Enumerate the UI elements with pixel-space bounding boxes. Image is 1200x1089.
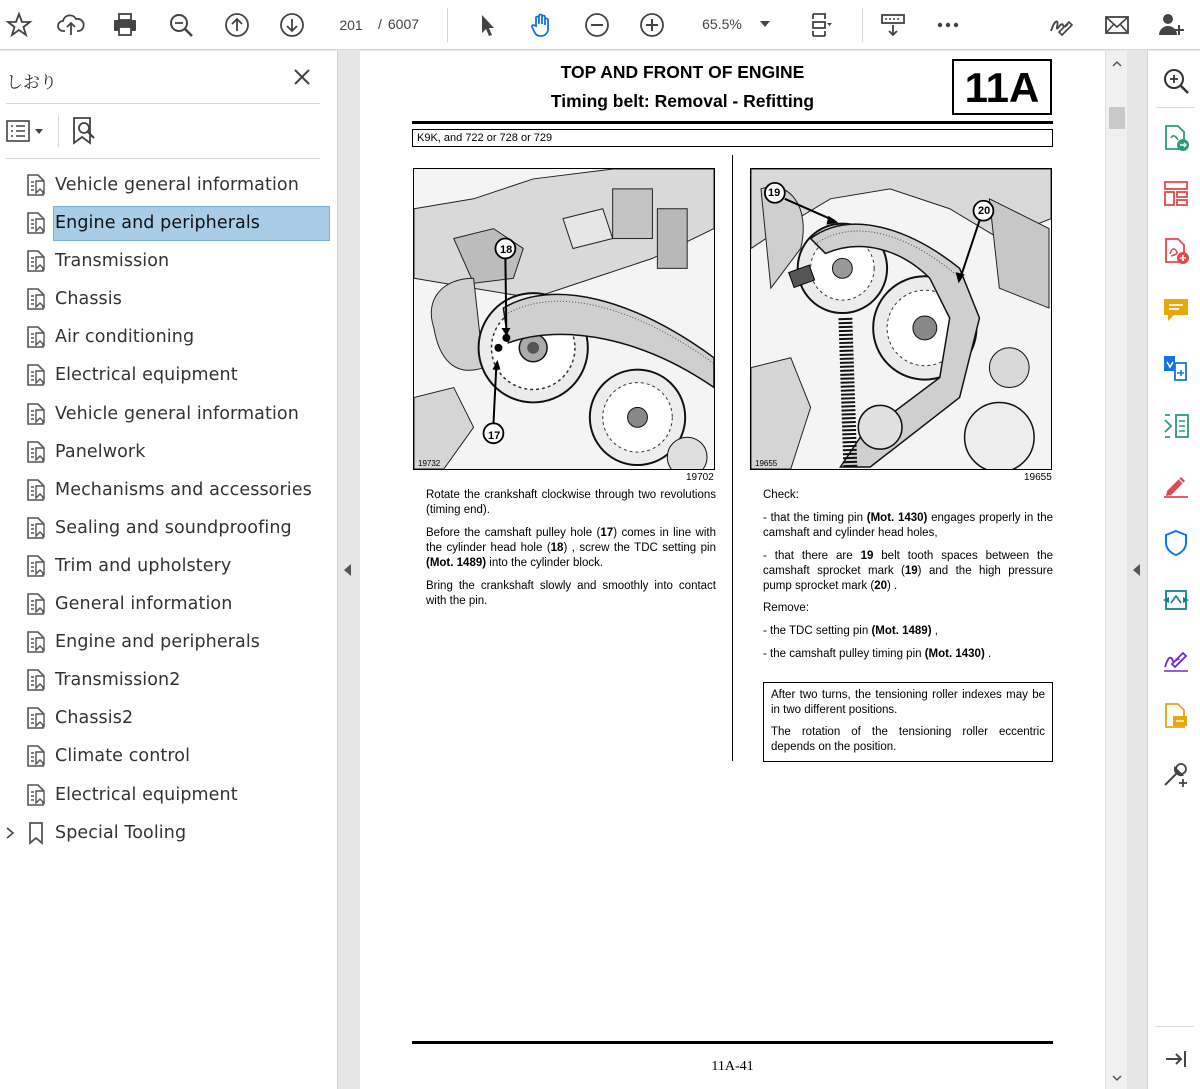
bookmark-item[interactable] <box>0 699 338 737</box>
collapse-left-arrow-icon[interactable] <box>344 564 351 576</box>
text-run-bold: (Mot. 1430) <box>924 648 985 660</box>
scrollbar-thumb[interactable] <box>1109 107 1125 129</box>
bookmark-item[interactable] <box>0 166 338 204</box>
bookmark-item[interactable] <box>0 623 338 661</box>
figure-engine-left <box>413 168 715 470</box>
bookmark-item[interactable] <box>0 433 338 471</box>
add-user-icon[interactable] <box>1154 8 1188 42</box>
panel-divider <box>1156 1026 1194 1027</box>
bookmark-item[interactable] <box>0 776 338 814</box>
bookmark-star-icon[interactable] <box>2 8 36 42</box>
text-run: ) . <box>887 580 898 592</box>
bookmark-page-icon <box>24 783 48 807</box>
collapse-panel-icon[interactable] <box>1161 1044 1191 1074</box>
panel-divider <box>6 103 320 104</box>
tools-panel <box>1147 51 1200 1089</box>
toolbar-divider <box>862 8 863 42</box>
zoom-search-icon[interactable] <box>164 8 198 42</box>
bookmark-page-icon <box>24 211 48 235</box>
panel-divider <box>6 158 320 159</box>
zoom-out-icon[interactable] <box>580 8 614 42</box>
bookmark-page-icon <box>24 173 48 197</box>
bookmark-page-icon <box>24 630 48 654</box>
text-run: ) and the high pressure pump sprocket mark ( <box>763 565 1053 592</box>
figure-inner-number: 19655 <box>755 459 778 468</box>
paragraph: Check: <box>763 489 799 501</box>
bookmark-item[interactable] <box>0 737 338 775</box>
header-rule <box>412 121 1053 124</box>
bookmark-page-icon <box>24 402 48 426</box>
panel-title: しおり <box>6 73 57 93</box>
chevron-down-icon <box>760 21 770 27</box>
comment-icon[interactable] <box>1161 295 1191 325</box>
panel-divider <box>1156 107 1194 108</box>
fit-page-icon[interactable] <box>804 8 838 42</box>
bookmark-label: Trim and upholstery <box>55 555 232 576</box>
panel-divider <box>58 115 59 147</box>
bookmark-page-icon <box>24 363 48 387</box>
column-divider <box>732 155 733 761</box>
text-run: - the camshaft pulley timing pin <box>763 648 925 660</box>
bookmark-item[interactable] <box>0 280 338 318</box>
bookmark-item[interactable] <box>0 356 338 394</box>
main-toolbar <box>0 0 1200 50</box>
list-item <box>763 511 1053 541</box>
paragraph <box>426 526 716 571</box>
pdf-page <box>360 51 1105 1089</box>
bookmark-label: Vehicle general information <box>55 175 299 195</box>
text-run: ) comes in line with the cylinder head hole ( <box>426 527 716 554</box>
footer-rule <box>412 1041 1053 1044</box>
organize-pages-icon[interactable] <box>1161 179 1191 209</box>
paragraph: Bring the crankshaft slowly and smoothly into contact with the pin. <box>426 580 716 607</box>
text-run-bold: (Mot. 1489) <box>426 557 487 569</box>
zoom-select[interactable] <box>692 10 782 38</box>
expand-panel-arrow-icon[interactable] <box>1133 564 1140 576</box>
find-bookmark-icon[interactable] <box>68 115 100 147</box>
text-run: engages properly in the camshaft and cylinder head holes, <box>763 512 1053 539</box>
bookmark-item[interactable] <box>0 661 338 699</box>
chevron-right-icon[interactable] <box>4 826 16 840</box>
text-run-bold: 17 <box>600 527 614 539</box>
text-run-bold: (Mot. 1489) <box>871 625 932 637</box>
bookmark-page-icon <box>24 554 48 578</box>
upload-icon[interactable] <box>54 8 88 42</box>
fill-sign-icon[interactable] <box>1161 469 1191 499</box>
zoom-in-icon[interactable] <box>635 8 669 42</box>
page-subheading: Timing belt: Removal - Refitting <box>550 91 815 111</box>
bookmarks-panel <box>0 51 338 1089</box>
page-navigator <box>330 10 430 38</box>
bookmark-ribbon-icon <box>24 821 48 845</box>
note-text: The rotation of the tensioning roller eccentric depends on the position. <box>771 726 1045 753</box>
figure-outer-number: 19702 <box>686 472 714 483</box>
create-pdf-icon[interactable] <box>1161 236 1191 266</box>
callout-label: 18 <box>500 244 513 256</box>
edit-pen-icon[interactable] <box>1161 643 1191 673</box>
send-review-icon[interactable] <box>1161 585 1191 615</box>
bookmark-label: Air conditioning <box>55 327 195 348</box>
scroll-up-icon[interactable] <box>1111 57 1123 69</box>
close-icon[interactable] <box>290 65 314 89</box>
zoom-value: 65.5% <box>702 16 742 32</box>
bookmark-label: Transmission <box>55 251 170 272</box>
bookmark-item[interactable] <box>0 547 338 585</box>
current-page-input[interactable]: 201 <box>339 17 363 33</box>
bookmark-item[interactable] <box>0 395 338 433</box>
convert-pdf-icon[interactable] <box>1161 353 1191 383</box>
bookmark-label: Sealing and soundproofing <box>55 517 292 538</box>
text-run-bold: 20 <box>874 580 887 592</box>
callout-label: 19 <box>768 187 781 199</box>
text-run-bold: (Mot. 1430) <box>866 512 928 524</box>
paragraph: Remove: <box>763 602 810 614</box>
bookmark-page-icon <box>24 516 48 540</box>
page-heading: TOP AND FRONT OF ENGINE <box>560 62 805 82</box>
bookmark-item[interactable] <box>0 471 338 509</box>
protect-icon[interactable] <box>1161 528 1191 558</box>
figure-inner-number: 19732 <box>418 459 441 468</box>
text-run: - that there are <box>763 550 861 562</box>
select-arrow-icon[interactable] <box>470 8 504 42</box>
scroll-mode-icon[interactable] <box>876 8 910 42</box>
zoom-search-icon[interactable] <box>1161 66 1191 96</box>
section-code: 11A <box>952 59 1052 115</box>
list-options-icon <box>6 117 50 147</box>
hand-icon[interactable] <box>525 8 559 42</box>
bookmark-page-icon <box>24 592 48 616</box>
bookmark-label: Climate control <box>55 746 191 767</box>
bookmark-item[interactable] <box>0 585 338 623</box>
left-panel-splitter[interactable] <box>338 51 360 1089</box>
bookmark-label: Chassis2 <box>55 708 134 729</box>
bookmark-label: Electrical equipment <box>55 784 238 805</box>
bookmark-item[interactable] <box>0 242 338 280</box>
text-run: Before the camshaft pulley hole ( <box>426 527 601 539</box>
text-run: ) , screw the TDC setting pin <box>563 542 716 554</box>
bookmark-page-icon <box>24 706 48 730</box>
text-run: - that the timing pin <box>763 512 867 524</box>
bookmark-item[interactable] <box>0 509 338 547</box>
bookmark-label: Transmission2 <box>55 670 181 691</box>
file-export-icon[interactable] <box>1161 701 1191 731</box>
email-icon[interactable] <box>1100 8 1134 42</box>
text-run: , <box>931 625 938 637</box>
bookmark-label: Mechanisms and accessories <box>55 479 312 500</box>
bookmark-item-expandable[interactable] <box>0 814 338 852</box>
more-icon[interactable] <box>931 8 965 42</box>
callout-label: 20 <box>978 205 991 217</box>
list-item <box>763 647 1053 662</box>
list-item <box>763 624 1053 639</box>
text-run: - the TDC setting pin <box>763 625 872 637</box>
right-panel-splitter[interactable] <box>1127 51 1147 1089</box>
figure-outer-number: 19655 <box>1024 472 1052 483</box>
document-viewport[interactable] <box>360 51 1105 1089</box>
bookmark-label: Electrical equipment <box>55 365 238 386</box>
callout-label: 17 <box>488 430 501 442</box>
export-pdf-icon[interactable] <box>1161 123 1191 153</box>
text-run-bold: 19 <box>904 565 918 577</box>
bookmark-options-button[interactable] <box>6 117 50 147</box>
page-down-icon[interactable] <box>275 8 309 42</box>
bookmark-list <box>0 166 338 852</box>
toolbar-divider <box>447 8 448 42</box>
bookmark-page-icon <box>24 478 48 502</box>
bookmark-label: General information <box>55 594 233 615</box>
scroll-down-icon[interactable] <box>1111 1071 1123 1083</box>
text-run: . <box>984 648 992 660</box>
note-box <box>763 682 1053 762</box>
text-run: belt tooth spaces between the camshaft sprocket mark ( <box>763 550 1054 577</box>
engine-illustration <box>414 169 714 469</box>
text-run: into the cylinder block. <box>486 557 604 569</box>
bookmark-label: Vehicle general information <box>55 403 299 424</box>
applicability-bar: K9K, and 722 or 728 or 729 <box>412 129 1053 147</box>
list-item <box>763 549 1053 594</box>
page-up-icon[interactable] <box>220 8 254 42</box>
note-text: After two turns, the tensioning roller indexes may be in two different positions. <box>771 689 1045 716</box>
bookmark-label: Engine and peripherals <box>55 213 261 234</box>
bookmark-page-icon <box>24 287 48 311</box>
bookmark-item[interactable] <box>0 318 338 356</box>
total-pages: 6007 <box>387 16 420 32</box>
page-footer-number: 11A-41 <box>711 1059 754 1074</box>
bookmark-label: Chassis <box>55 289 122 310</box>
print-icon[interactable] <box>108 8 142 42</box>
bookmark-label: Panelwork <box>55 441 146 462</box>
engine-illustration <box>751 169 1051 469</box>
bookmark-label: Engine and peripherals <box>55 632 261 653</box>
paragraph: Rotate the crankshaft clockwise through two revolutions (timing end). <box>426 489 716 516</box>
bookmark-page-icon <box>24 744 48 768</box>
text-run-bold: 18 <box>550 542 564 554</box>
text-run-bold: 19 <box>860 550 874 562</box>
bookmark-item-selected[interactable] <box>0 204 338 242</box>
compress-icon[interactable] <box>1161 411 1191 441</box>
tools-icon[interactable] <box>1161 759 1191 789</box>
page-separator: / <box>378 16 382 32</box>
bookmark-label: Special Tooling <box>55 822 187 843</box>
sign-icon[interactable] <box>1044 8 1078 42</box>
bookmark-page-icon <box>24 249 48 273</box>
figure-engine-right <box>750 168 1052 470</box>
bookmark-page-icon <box>24 668 48 692</box>
bookmark-page-icon <box>24 440 48 464</box>
vertical-scrollbar[interactable] <box>1105 51 1127 1089</box>
bookmark-page-icon <box>24 325 48 349</box>
